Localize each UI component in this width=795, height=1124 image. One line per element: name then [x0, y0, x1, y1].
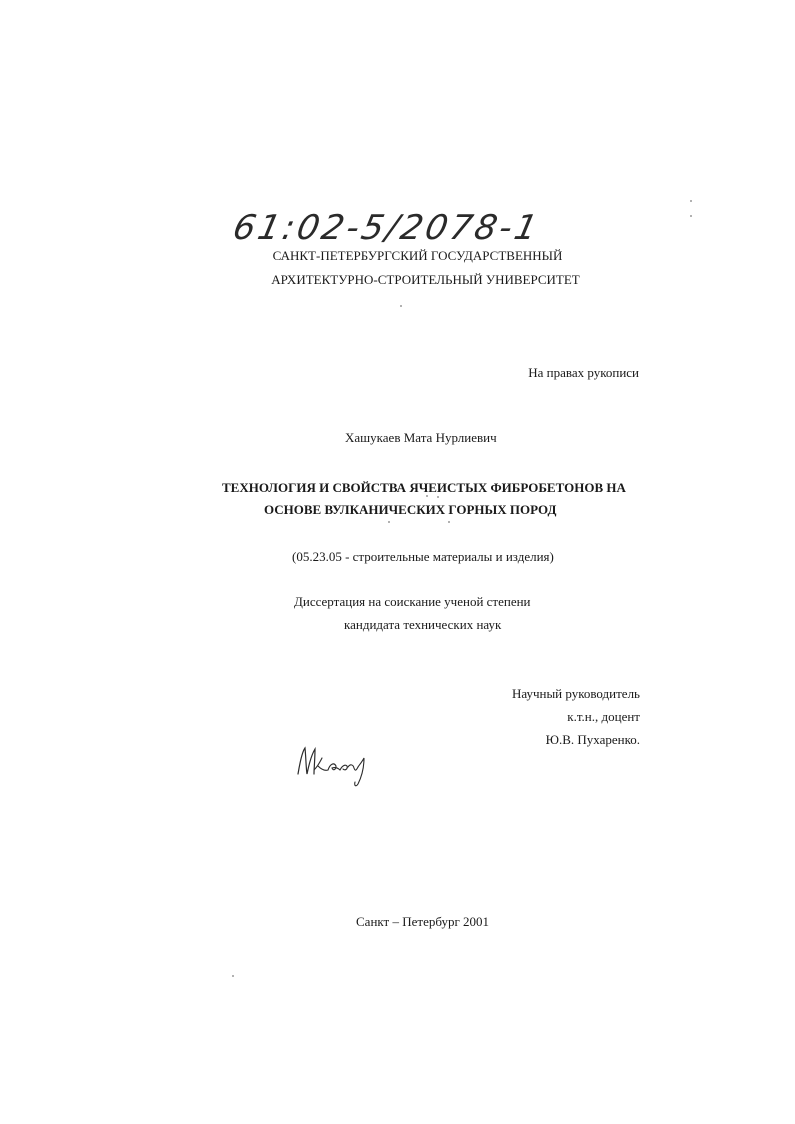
dissertation-title-line-2: ОСНОВЕ ВУЛКАНИЧЕСКИХ ГОРНЫХ ПОРОД [264, 502, 557, 517]
author-name: Хашукаев Мата Нурлиевич [345, 430, 497, 445]
scan-speck [232, 975, 234, 977]
institution-line-2: АРХИТЕКТУРНО-СТРОИТЕЛЬНЫЙ УНИВЕРСИТЕТ [271, 272, 580, 287]
signature-handwritten [292, 740, 372, 788]
archive-code-handwritten: 61:02-5/2078-1 [229, 208, 544, 248]
place-and-year: Санкт – Петербург 2001 [356, 914, 490, 929]
dissertation-title-line-1: ТЕХНОЛОГИЯ И СВОЙСТВА ЯЧЕИСТЫХ ФИБРОБЕТОНОВ НА [222, 480, 626, 495]
supervisor-rank: к.т.н., доцент [567, 709, 640, 724]
specialty-code: (05.23.05 - строительные материалы и изделия) [292, 549, 554, 564]
scan-speck [426, 495, 428, 497]
scan-speck [690, 200, 692, 202]
scan-speck [448, 521, 450, 523]
scan-speck [690, 215, 692, 217]
scan-speck [400, 305, 402, 307]
scan-speck [437, 496, 439, 498]
scan-speck [388, 521, 390, 523]
supervisor-role: Научный руководитель [511, 686, 640, 701]
degree-line-2: кандидата технических наук [344, 617, 502, 632]
degree-line-1: Диссертация на соискание ученой степени [294, 594, 531, 609]
supervisor-name: Ю.В. Пухаренко. [545, 732, 640, 747]
manuscript-note: На правах рукописи [528, 365, 639, 380]
institution-line-1: САНКТ-ПЕТЕРБУРГСКИЙ ГОСУДАРСТВЕННЫЙ [272, 248, 563, 263]
